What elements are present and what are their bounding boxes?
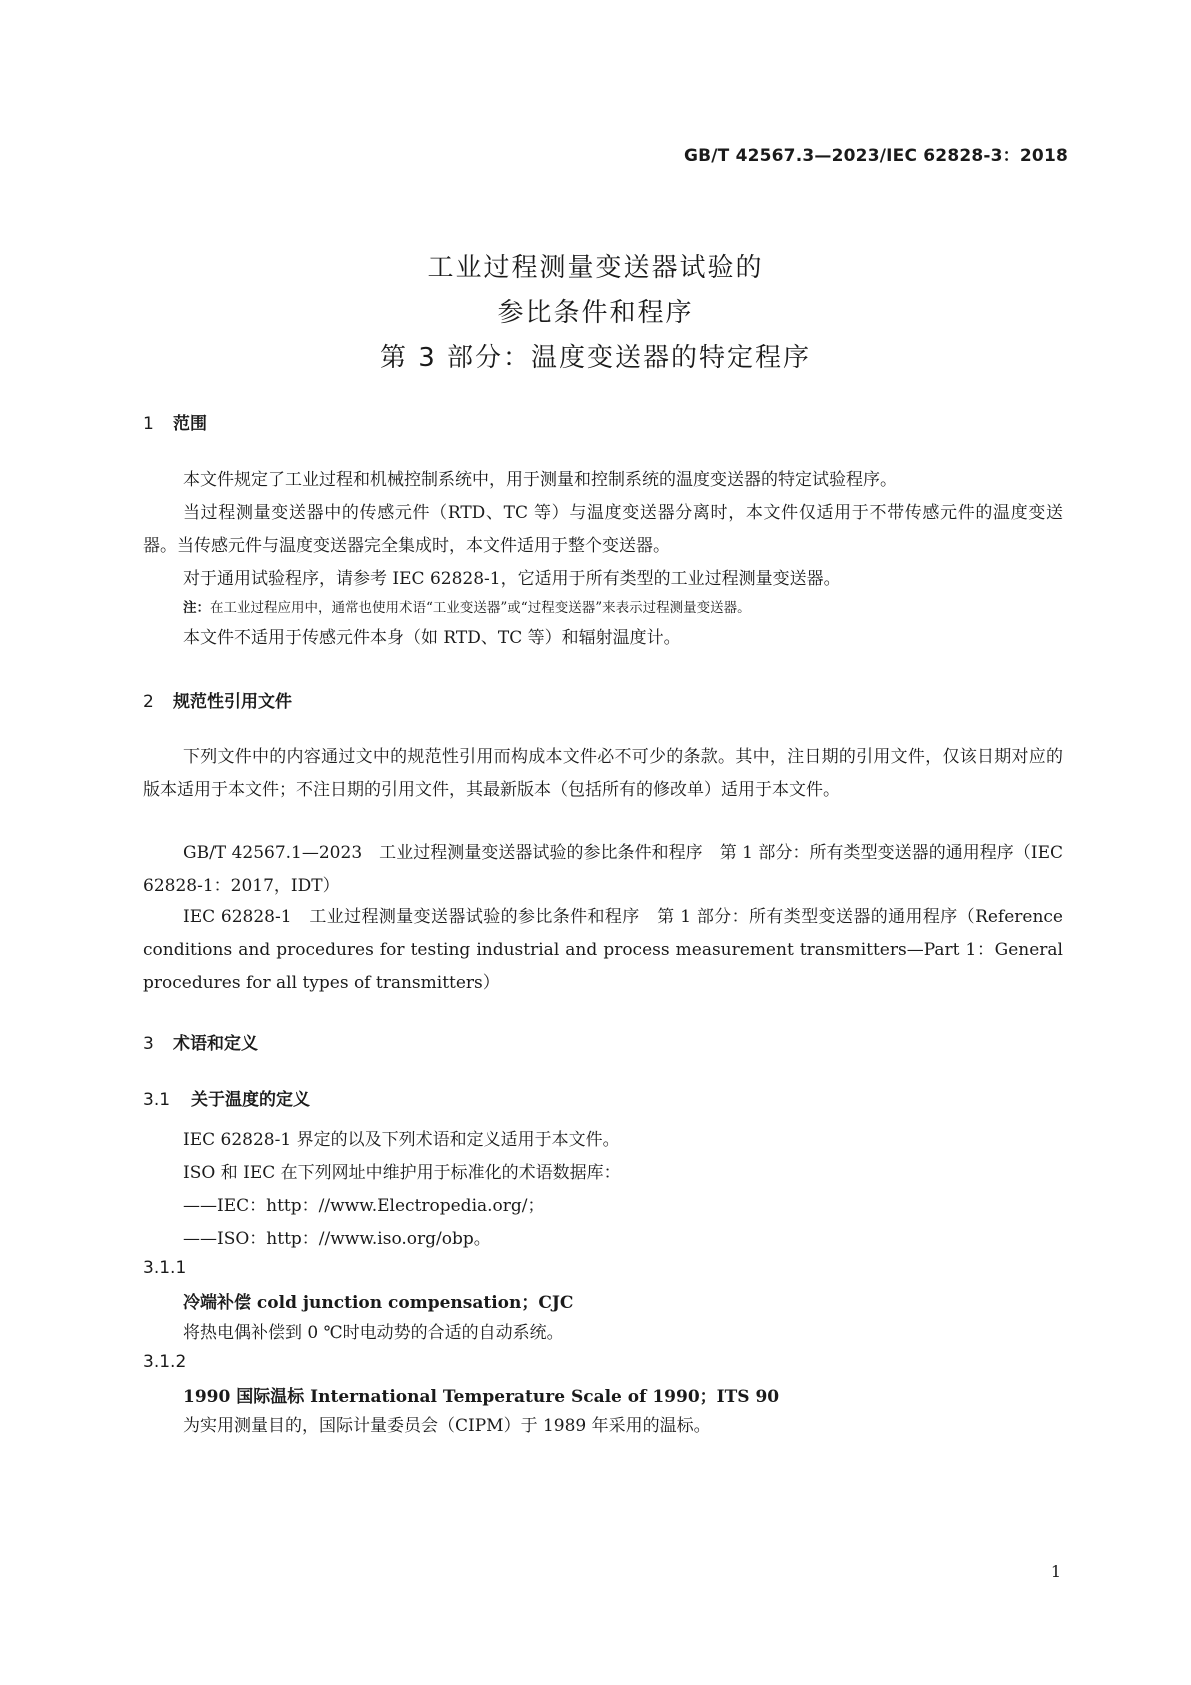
term-3-1-1-definition: 将热电偶补偿到 0 ℃时电动势的合适的自动系统。 [183,1323,564,1343]
note-label: 注： [183,600,210,616]
subsection-number: 3.1 [143,1090,171,1110]
section-1-heading [143,409,207,434]
term-3-1-1-name: 冷端补偿 cold junction compensation；CJC [183,1293,574,1313]
section-number: 2 [143,692,154,712]
section-1-paragraph-4: 本文件不适用于传感元件本身（如 RTD、TC 等）和辐射温度计。 [183,628,681,648]
term-3-1-1-number: 3.1.1 [143,1258,187,1278]
term-3-1-2-definition: 为实用测量目的，国际计量委员会（CIPM）于 1989 年采用的温标。 [183,1416,711,1436]
page-number: 1 [1050,1562,1061,1581]
term-3-1-2-number: 3.1.2 [143,1352,187,1372]
section-2-heading [143,687,292,712]
terms-intro-line-1: IEC 62828-1 界定的以及下列术语和定义适用于本文件。 [183,1130,620,1150]
section-title: 规范性引用文件 [173,692,292,712]
document-title [0,246,1191,381]
section-number: 3 [143,1034,154,1054]
section-1-paragraph-1: 本文件规定了工业过程和机械控制系统中，用于测量和控制系统的温度变送器的特定试验程序。 [183,470,897,490]
iso-link[interactable]: ——ISO：http：//www.iso.org/obp。 [183,1229,491,1249]
section-number: 1 [143,414,154,434]
title-line-2: 参比条件和程序 [497,298,694,328]
subsection-3-1-heading [143,1085,310,1110]
terms-intro-line-2: ISO 和 IEC 在下列网址中维护用于标准化的术语数据库： [183,1163,621,1183]
normative-reference-1: GB/T 42567.1—2023 工业过程测量变送器试验的参比条件和程序 第 1 部分：所有类型变送器的通用程序（IEC 62828-1：2017，IDT） [143,843,1063,896]
section-1-paragraph-2: 当过程测量变送器中的传感元件（RTD、TC 等）与温度变送器分离时，本文件仅适用于不带传感元件的温度变送器。当传感元件与温度变送器完全集成时，本文件适用于整个变送器。 [143,503,1063,556]
section-1-note [143,597,751,619]
section-title: 范围 [173,414,207,434]
section-1-paragraph-3: 对于通用试验程序，请参考 IEC 62828-1，它适用于所有类型的工业过程测量变送器。 [183,569,841,589]
note-text: 在工业过程应用中，通常也使用术语“工业变送器”或“过程变送器”来表示过程测量变送器。 [210,600,751,616]
iec-link[interactable]: ——IEC：http：//www.Electropedia.org/； [183,1196,545,1216]
normative-reference-2: IEC 62828-1 工业过程测量变送器试验的参比条件和程序 第 1 部分：所有类型变送器的通用程序（Reference conditions and procedures for testing industrial and process measurement transmitters—Part 1：General procedures for all types of transmitters） [143,907,1063,993]
section-3-heading [143,1029,258,1054]
title-line-1: 工业过程测量变送器试验的 [427,253,764,283]
section-title: 术语和定义 [173,1034,258,1054]
section-2-paragraph-1: 下列文件中的内容通过文中的规范性引用而构成本文件必不可少的条款。其中，注日期的引用文件，仅该日期对应的版本适用于本文件；不注日期的引用文件，其最新版本（包括所有的修改单）适用于本文件。 [143,747,1063,800]
term-3-1-2-name: 1990 国际温标 International Temperature Scale of 1990；ITS 90 [183,1387,780,1407]
subsection-title: 关于温度的定义 [191,1090,310,1110]
standard-number: GB/T 42567.3—2023/IEC 62828-3：2018 [683,146,1068,166]
title-line-3: 第 3 部分：温度变送器的特定程序 [379,343,812,373]
